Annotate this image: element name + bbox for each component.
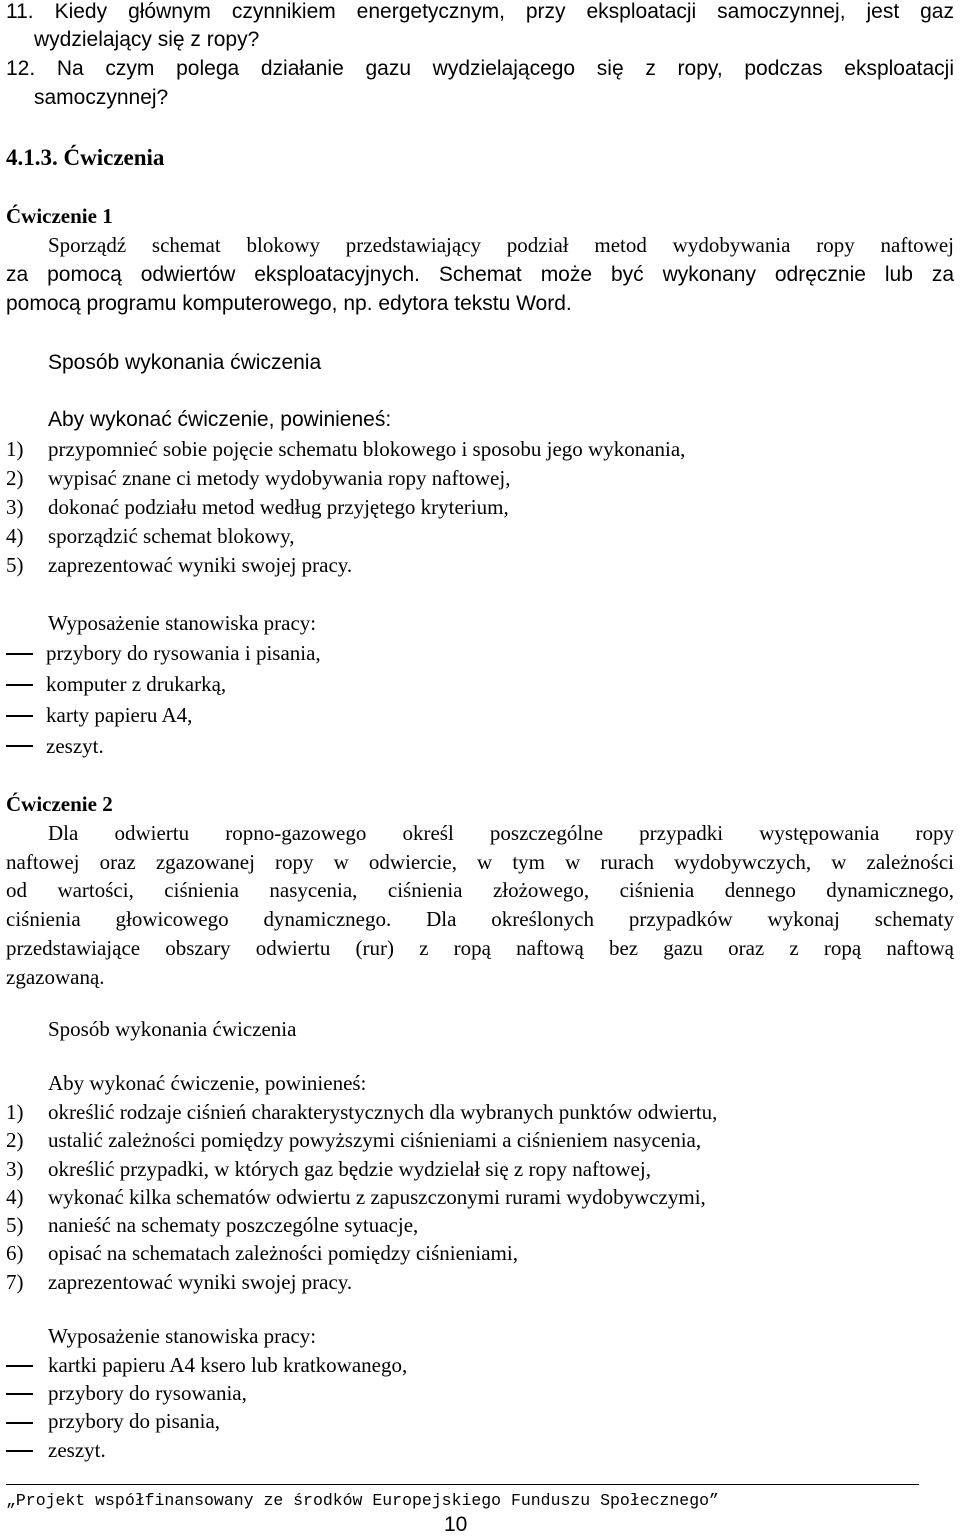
exercise-1-equipment-heading: Wyposażenie stanowiska pracy: [48,611,317,635]
page-number: 10 [444,1513,468,1536]
equipment-item: kartki papieru A4 ksero lub kratkowanego, [48,1353,408,1377]
exercise-2-method-heading: Sposób wykonania ćwiczenia [48,1017,297,1041]
dash-bullet-icon [6,1393,33,1395]
exercise-2-text-line: od wartości, ciśnienia nasycenia, ciśnienia złożowego, ciśnienia dennego dynamicznego, [6,878,954,902]
equipment-item: przybory do pisania, [48,1409,221,1433]
step-number: 2) [6,466,24,490]
step-text: określić przypadki, w których gaz będzie wydzielał się z ropy naftowej, [48,1157,651,1181]
exercise-1-intro: Aby wykonać ćwiczenie, powinieneś: [48,408,392,431]
step-number: 6) [6,1241,24,1265]
dash-bullet-icon [6,684,33,686]
exercise-2-text-line: zgazowaną. [6,965,105,989]
step-number: 1) [6,437,24,461]
footer-divider [6,1484,919,1485]
step-text: określić rodzaje ciśnień charakterystycznych dla wybranych punktów odwiertu, [48,1100,718,1124]
question-11-line-1: 11. Kiedy głównym czynnikiem energetycznym, przy eksploatacji samoczynnej, jest gaz [6,0,954,23]
dash-bullet-icon [6,1365,33,1367]
exercise-1-title: Ćwiczenie 1 [6,204,113,228]
equipment-item: przybory do rysowania, [48,1381,247,1405]
step-text: zaprezentować wyniki swojej pracy. [48,1270,353,1294]
step-number: 5) [6,553,24,577]
exercise-1-method-heading: Sposób wykonania ćwiczenia [48,351,322,374]
step-number: 7) [6,1270,24,1294]
list-item [6,435,24,464]
exercise-2-intro: Aby wykonać ćwiczenie, powinieneś: [48,1071,367,1095]
step-text: dokonać podziału metod według przyjętego kryterium, [48,495,509,519]
exercise-1-text-line: Sporządź schemat blokowy przedstawiający podział metod wydobywania ropy naftowej [48,233,954,257]
dash-bullet-icon [6,715,33,717]
exercise-2-text-line: przedstawiające obszary odwiertu (rur) z ropą naftową bez gazu oraz z ropą naftową [6,936,954,960]
question-12-line-2: samoczynnej? [34,86,169,109]
dash-bullet-icon [6,745,33,747]
step-text: przypomnieć sobie pojęcie schematu blokowego i sposobu jego wykonania, [48,437,686,461]
step-text: zaprezentować wyniki swojej pracy. [48,553,353,577]
question-11-line-2: wydzielający się z ropy? [34,28,260,51]
exercise-2-text-line: Dla odwiertu ropno-gazowego określ poszczególne przypadki występowania ropy [48,821,954,845]
footer-text: „Projekt współfinansowany ze środków Europejskiego Funduszu Społecznego” [6,1491,719,1510]
equipment-item: zeszyt. [48,1438,106,1462]
exercise-2-title: Ćwiczenie 2 [6,792,113,816]
step-number: 4) [6,1185,24,1209]
dash-bullet-icon [6,1422,33,1424]
step-text: wypisać znane ci metody wydobywania ropy naftowej, [48,466,511,490]
exercise-2-text-line: naftowej oraz zgazowanej ropy w odwiercie, w tym w rurach wydobywczych, w zależności [6,850,954,874]
equipment-item: zeszyt. [46,734,104,758]
equipment-item: przybory do rysowania i pisania, [46,641,321,665]
exercise-1-text-line: za pomocą odwiertów eksploatacyjnych. Schemat może być wykonany odręcznie lub za [6,263,954,286]
step-number: 5) [6,1213,24,1237]
dash-bullet-icon [6,1450,33,1452]
step-number: 3) [6,1157,24,1181]
dash-bullet-icon [6,653,33,655]
step-text: opisać na schematach zależności pomiędzy ciśnieniami, [48,1241,518,1265]
step-number: 1) [6,1100,24,1124]
equipment-item: komputer z drukarką, [46,672,227,696]
section-title: 4.1.3. Ćwiczenia [6,145,165,170]
exercise-1-text-line: pomocą programu komputerowego, np. edytora tekstu Word. [6,292,572,315]
step-text: wykonać kilka schematów odwiertu z zapuszczonymi rurami wydobywczymi, [48,1185,706,1209]
step-text: nanieść na schematy poszczególne sytuacje, [48,1213,419,1237]
exercise-2-equipment-heading: Wyposażenie stanowiska pracy: [48,1324,317,1348]
exercise-2-text-line: ciśnienia głowicowego dynamicznego. Dla określonych przypadków wykonaj schematy [6,907,954,931]
step-number: 2) [6,1128,24,1152]
step-number: 3) [6,495,24,519]
question-12-line-1: 12. Na czym polega działanie gazu wydzielającego się z ropy, podczas eksploatacji [6,57,954,80]
step-number: 4) [6,524,24,548]
step-text: ustalić zależności pomiędzy powyższymi ciśnieniami a ciśnieniem nasycenia, [48,1128,702,1152]
equipment-item: karty papieru A4, [46,703,193,727]
step-text: sporządzić schemat blokowy, [48,524,295,548]
